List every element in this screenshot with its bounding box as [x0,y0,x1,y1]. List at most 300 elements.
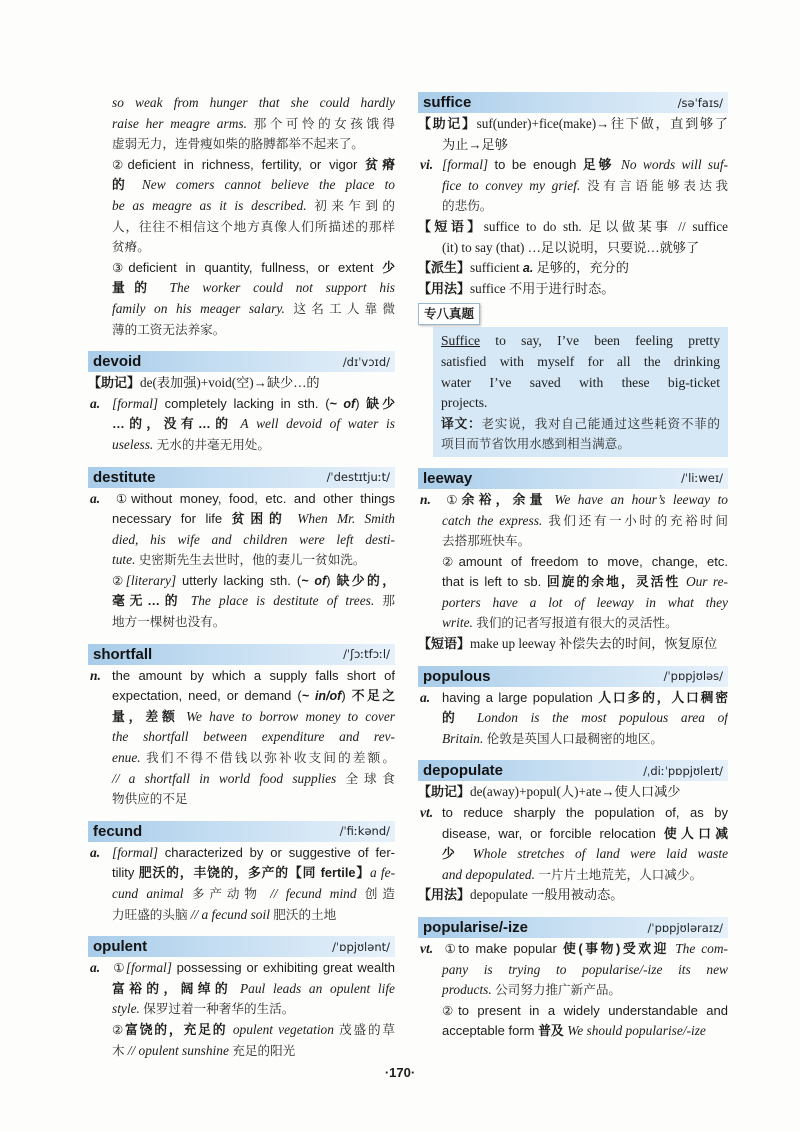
sense-continuation [88,93,395,340]
example-sentence: Britain. [442,730,487,746]
note-block [418,885,728,906]
chinese-gloss: 使(事物)受欢迎 [563,941,676,956]
example-sentence: The place is destitute of trees. [190,593,383,609]
example-sentence: a fe- [370,865,395,881]
example-sentence: the shortfall between expenditure and rev- [112,729,395,745]
text-line [418,939,728,960]
chinese-gloss: 量，差额 [112,708,187,724]
example-sentence: No words will suf- [620,157,728,173]
chinese-gloss: 的 [112,177,142,193]
note-tag: 【短语】 [418,636,471,652]
bracket-label: 【同 fertile】 [288,865,371,881]
part-of-speech: n. [90,667,101,683]
translation-text: 木 [112,1043,128,1058]
note-text: depopulate 一般用被动态。 [470,887,624,903]
exam-sentence: satisfied with myself for all the drinking [441,353,720,369]
example-sentence: and depopulated. [442,866,539,882]
example-sentence: cund animal [112,886,192,901]
sense-block [418,939,728,1042]
dictionary-entry [88,467,395,633]
headword-bar [88,821,395,842]
sense-number: ① [112,960,126,976]
example-sentence: opulent vegetation [232,1021,340,1037]
translation-text: 这名工人靠微 [293,301,395,316]
definition-text: amount of freedom to move, change, etc. [458,553,728,569]
phonetic: /dɪˈvɔɪd/ [342,354,390,369]
definition-text: disease, war, or forcible relocation [442,825,664,841]
chinese-gloss: 缺少 [366,395,395,411]
text-line [88,612,395,633]
text-line [88,571,395,592]
text-line [418,865,728,886]
phonetic: /ˈliːweɪ/ [681,471,723,486]
headword: fecund [93,822,143,840]
chinese-gloss: 回旋的余地，灵活性 [546,574,686,590]
text-line [88,237,395,258]
text-line [88,489,395,510]
dictionary-entry [418,666,728,750]
translation-text: 我们不得不借钱以弥补收支间的差额。 [146,751,395,766]
text-line [418,490,728,511]
text-line [441,373,720,394]
translation-text: 虚弱无力，连骨瘦如柴的胳膊都举不起来了。 [112,137,364,152]
translation-text: 没有言语能够表达我 [587,178,728,193]
column-left [88,93,395,1061]
example-sentence: be as meagre as it is described. [112,197,315,213]
translation-text: 保罗过着一种奢华的生活。 [143,1002,295,1017]
sense-block [418,803,728,885]
note-tag: 【助记】 [418,784,471,800]
example-sentence: write. [442,615,477,631]
example-sentence: Our re- [685,574,728,590]
definition-text: ) [326,572,337,588]
note-tag: 【短语】 [418,218,484,234]
definition-text: deficient in richness, fertility, or vigor [127,156,366,172]
text-line [88,884,395,905]
exam-sentence: water I’ve saved with these big-ticket [441,374,720,390]
phonetic: /ˌdiːˈpɒpjʊleɪt/ [643,763,723,778]
text-line [88,905,395,926]
part-of-speech: a. [90,395,101,411]
text-line [418,552,728,573]
chinese-gloss: 使人口减 [663,825,728,841]
phonetic: /ˈʃɔːtfɔːl/ [343,647,390,662]
definition-text: ) [341,688,352,704]
translation-text: 人，往往不相信这个地方真像人们所描述的那样 [112,219,395,234]
sense-block [418,490,728,634]
example-sentence: tute. [112,552,139,568]
translation-text: 肥沃的土地 [273,907,337,922]
translation-text: 伦敦是英国人口最稠密的地区。 [486,731,663,746]
translation-text: 地方一棵树也没有。 [112,615,226,630]
text-line [418,593,728,614]
dictionary-entry [88,644,395,810]
translation-text: 那 [382,594,395,609]
text-line [418,511,728,532]
text-line [418,980,728,1001]
text-line [418,238,728,259]
sense-block [418,155,728,217]
chinese-gloss: 少 [382,259,395,275]
translation-text: 力旺盛的头脑 [112,907,191,922]
headword-bar [88,936,395,957]
definition-text: having a large population [442,689,599,705]
headword: destitute [93,468,156,486]
translation-text: 去搭那班快车。 [442,534,531,549]
example-sentence: We have to borrow money to cover [186,708,395,724]
register-label: [formal] [112,844,165,860]
sense-block [418,688,728,750]
chinese-gloss: 人口多的，人口稠密 [598,689,728,705]
usage-pattern: ~ of [329,396,356,411]
dictionary-entry [418,92,728,457]
text-line [88,1020,395,1041]
example-sentence: A well devoid of water is [240,416,395,432]
headword: populous [423,667,491,685]
chinese-gloss: …的，没有…的 [112,416,241,432]
usage-pattern: a. [522,261,534,276]
dictionary-entry [418,760,728,906]
text-line [88,769,395,790]
translation-text: 的悲伤。 [442,199,493,214]
text-line [418,531,728,552]
column-right [418,92,728,1042]
text-line [441,393,720,414]
chinese-gloss: 富饶的，充足的 [125,1021,233,1037]
text-line [88,591,395,612]
note-block [418,279,728,300]
example-sentence: catch the express. [442,512,549,528]
example-sentence: // a shortfall in world food supplies [112,770,346,786]
headword: shortfall [93,645,153,663]
text-line [88,196,395,217]
sense-number: ① [442,491,462,507]
register-label: [formal] [125,960,177,976]
translation-text: 项目而节省饮用水感到相当满意。 [441,437,630,452]
text-line [418,176,728,197]
text-line [88,789,395,810]
exam-sentence: to say, I’ve been feeling pretty [480,333,720,349]
headword-bar [88,351,395,372]
part-of-speech: a. [90,960,101,976]
chinese-gloss: 不足之 [351,688,395,704]
example-sentence: enue. [112,750,147,766]
definition-text: to reduce sharply the population of, as by [442,805,728,821]
text-line [418,1001,728,1022]
phonetic: /ˈdestɪtjuːt/ [326,470,390,484]
text-line [418,885,728,906]
text-line [418,1021,728,1042]
text-line [418,634,728,655]
text-line [418,196,728,217]
example-sentence: // opulent sunshine [127,1042,233,1058]
phonetic: /ˈfiːkənd/ [339,824,390,839]
definition-text: completely lacking in sth. ( [164,395,330,411]
text-line [418,217,728,238]
usage-pattern: ~ in/of [301,689,342,704]
text-line [88,843,395,864]
example-sentence: pany is trying to popularise/-ize its new [442,961,728,977]
example-sentence: raise her meagre arms. [112,115,254,131]
translation-text: 那个可怜的女孩饿得 [253,116,395,131]
translation-text: 全球食 [345,771,395,786]
text-line [88,278,395,299]
translation-text: 创造 [364,887,395,901]
translation-text: 老实说，我对自己能通过这些耗资不菲的 [481,416,720,431]
chinese-gloss: 缺少的， [336,572,395,588]
dictionary-entry [418,468,728,655]
example-sentence: The com- [675,941,728,956]
text-line [88,414,395,435]
exam-example-box [433,327,728,457]
part-of-speech: a. [90,490,101,506]
definition-text: to make popular [458,941,563,956]
note-text: de(away)+popul(人)+ate→使人口减少 [470,784,681,800]
part-of-speech: n. [420,491,431,507]
definition-text: that is left to sb. [442,574,547,590]
headword-bar [88,644,395,665]
headword-bar [418,760,728,781]
example-sentence: The worker could not support his [169,280,395,296]
headword-bar [418,666,728,687]
headword: popularise/-ize [423,919,529,936]
definition-text: without money, food, etc. and other things [131,490,395,506]
sense-block [88,843,395,925]
example-sentence: fice to convey my grief. [442,177,588,193]
text-line [418,572,728,593]
sense-number: ② [442,1002,459,1018]
example-sentence: Whole stretches of land were laid waste [472,846,728,862]
headword: suffice [423,94,472,111]
translation-text: 贫瘠。 [112,240,150,255]
bracket-label: 译文： [441,415,482,431]
chinese-gloss: 余裕，余量 [461,491,555,507]
definition-text: to be enough [494,157,583,173]
definition-text: the amount by which a supply falls short of [112,667,395,683]
text-line [88,979,395,1000]
note-text: suffice 不用于进行时态。 [470,280,615,296]
text-line [418,960,728,981]
example-sentence: // a fecund soil [190,906,274,922]
text-line [418,258,728,279]
definition-text: to present in a widely understandable and [458,1002,728,1018]
text-line [418,688,728,709]
text-line [441,331,720,352]
text-line [88,155,395,176]
definition-text: possessing or exhibiting great wealth [176,960,395,976]
sense-block [88,958,395,1061]
usage-pattern: ~ of [301,573,327,588]
note-text: 足够的，充分的 [533,260,629,276]
chinese-gloss: 少 [442,846,473,862]
text-line [88,175,395,196]
note-block [418,114,728,155]
chinese-gloss: 贫瘠 [365,156,395,172]
definition-text: characterized by or suggestive of fer- [164,844,395,860]
text-line [418,155,728,176]
part-of-speech: a. [90,844,101,860]
phonetic: /ˈɒpjʊlənt/ [332,939,390,954]
example-sentence: style. [112,1001,144,1017]
note-text: de(表加强)+void(空)→缺少…的 [140,375,320,391]
part-of-speech: vt. [420,805,434,821]
note-text: make up leeway 补偿失去的时间，恢复原位 [470,636,718,652]
phonetic: /ˈpɒpjʊləs/ [663,669,723,684]
example-sentence: // fecund mind [270,886,365,901]
sense-number: ③ [112,259,129,275]
text-line [88,727,395,748]
example-sentence: London is the most populous area of [476,710,728,726]
part-of-speech: a. [420,689,431,705]
part-of-speech: vi. [420,157,434,173]
headword-bar [418,92,728,113]
note-tag: 【助记】 [418,116,477,131]
register-label: [formal] [442,157,495,173]
text-line [418,803,728,824]
sense-number: ② [442,553,459,569]
text-line [88,1041,395,1062]
text-line [88,509,395,530]
note-tag: 【派生】 [418,260,471,276]
text-line [418,729,728,750]
translation-text: 物供应的不足 [112,792,188,807]
text-line [88,320,395,341]
note-text: suffice to do sth. 足以做某事 // suffice [483,218,728,234]
sense-number: ① [442,941,459,956]
translation-text: 一片片土地荒芜，人口减少。 [538,867,703,882]
note-block [88,373,395,394]
exam-tag: 专八真题 [418,303,480,325]
note-tag: 【助记】 [88,375,141,391]
entry-continuation [88,93,395,340]
text-line [88,748,395,769]
part-of-speech: vt. [420,941,434,956]
chinese-gloss: 量的 [112,280,170,296]
text-line [418,613,728,634]
dictionary-entry [88,821,395,925]
sense-block [88,489,395,633]
text-line [418,844,728,865]
phonetic: /ˈpɒpjʊləraɪz/ [647,920,723,935]
note-text: sufficient [470,260,523,276]
text-line [441,414,720,435]
chinese-gloss: 肥沃的，丰饶的，多产的 [138,865,289,881]
translation-text: 公司努力推广新产品。 [495,983,622,998]
translation-text: 我们的记者写报道有很大的灵活性。 [476,616,678,631]
text-line [418,782,728,803]
text-line [88,258,395,279]
note-block [418,258,728,279]
sense-block [88,666,395,810]
text-line [418,135,728,156]
example-sentence: porters have a lot of leeway in what they [442,594,728,610]
definition-text: utterly lacking sth. ( [181,572,302,588]
translation-text: 史密斯先生去世时，他的妻儿一贫如洗。 [138,553,366,568]
text-line [88,134,395,155]
example-sentence: family on his meager salary. [112,300,294,316]
text-line [88,93,395,114]
dictionary-entry [418,917,728,1042]
note-block [418,782,728,803]
translation-text: 无水的井毫无用处。 [156,437,270,452]
translation-text: 薄的工资无法养家。 [112,322,226,337]
page-number: ·170· [384,1065,416,1080]
text-line [88,958,395,979]
headword-bar [88,467,395,488]
underlined-word: Suffice [441,333,481,349]
text-line [441,434,720,455]
register-label: [formal] [112,395,165,411]
headword: devoid [93,353,142,371]
chinese-gloss: 毫无…的 [112,593,191,609]
register-label: [literary] [125,572,182,588]
translation-text: 多产动物 [191,887,271,901]
text-line [88,114,395,135]
example-sentence: New comers cannot believe the place to [141,177,395,193]
text-line [418,114,728,135]
text-line [88,217,395,238]
text-line [418,708,728,729]
definition-text: necessary for life [112,511,232,527]
example-sentence: so weak from hunger that she could hardly [112,95,395,110]
example-sentence: useless. [112,436,157,452]
note-tag: 【用法】 [418,280,471,296]
text-line [88,394,395,415]
text-line [88,707,395,728]
chinese-gloss: 普及 [538,1023,568,1039]
translation-text: 充足的阳光 [232,1043,296,1058]
text-line [441,352,720,373]
example-sentence: died, his wife and children were left desti- [112,531,395,547]
definition-text: tility [112,865,139,881]
note-block [418,634,728,655]
text-line [88,686,395,707]
text-line [418,279,728,300]
sense-number: ② [112,1021,126,1037]
chinese-gloss: 富裕的，阔绰的 [112,980,240,996]
text-line [88,863,395,884]
translation-text: 我们还有一小时的充裕时间 [548,513,728,528]
sense-block [88,394,395,456]
note-tag: 【用法】 [418,887,471,903]
note-text: (it) to say (that) …足以说明，只要说…就够了 [442,239,700,255]
text-line [418,824,728,845]
dictionary-entry [88,936,395,1061]
example-sentence: When Mr. Smith [297,511,395,527]
example-sentence: We have an hour’s leeway to [554,491,728,507]
text-line [88,435,395,456]
example-sentence: Paul leads an opulent life [239,980,395,996]
note-text: 为止→足够 [442,136,508,152]
headword: leeway [423,469,473,487]
example-sentence: products. [442,982,496,998]
note-block [418,217,728,258]
phonetic: /səˈfaɪs/ [677,95,723,110]
dictionary-entry [88,351,395,455]
text-line [88,373,395,394]
headword-bar [418,917,728,938]
definition-text: acceptable form [442,1023,539,1039]
headword: opulent [93,938,148,956]
exam-tag-row [418,303,728,325]
headword-bar [418,468,728,489]
sense-number: ② [112,572,126,588]
text-line [88,550,395,571]
sense-number: ① [112,490,132,506]
example-sentence: We should popularise/-ize [567,1023,706,1039]
headword: depopulate [423,762,504,780]
exam-sentence: projects. [441,395,488,411]
